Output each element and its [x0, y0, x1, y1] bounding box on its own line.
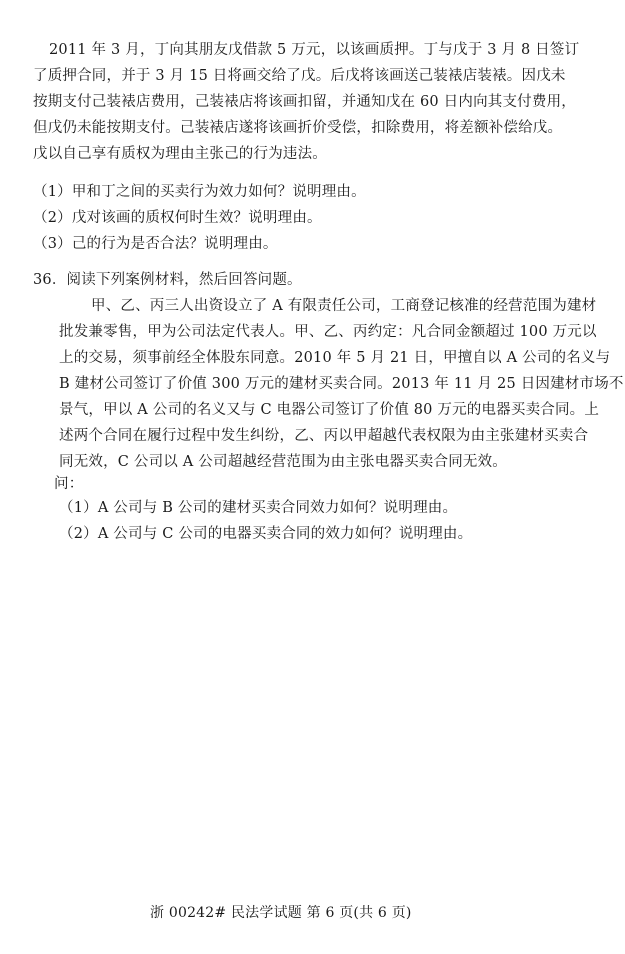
case-35-question-3: （3）己的行为是否合法？说明理由。 [33, 236, 278, 252]
case-35-question-2: （2）戊对该画的质权何时生效？说明理由。 [33, 210, 322, 226]
case-35-line-5: 戊以自己享有质权为理由主张己的行为违法。 [33, 146, 327, 162]
case-36-line-1: 甲、乙、丙三人出资设立了 A 有限责任公司，工商登记核准的经营范围为建材 [91, 298, 597, 314]
case-36-line-3: 上的交易，须事前经全体股东同意。2010 年 5 月 21 日，甲擅自以 A 公司的名义与 [59, 350, 611, 366]
case-36-question-2: （2）A 公司与 C 公司的电器买卖合同的效力如何？说明理由。 [59, 526, 473, 542]
page-footer: 浙 00242# 民法学试题 第 6 页(共 6 页) [150, 905, 412, 921]
case-35-question-1: （1）甲和丁之间的买卖行为效力如何？说明理由。 [33, 184, 366, 200]
case-36-line-2: 批发兼零售，甲为公司法定代表人。甲、乙、丙约定：凡合同金额超过 100 万元以 [59, 324, 597, 340]
case-36-line-6: 述两个合同在履行过程中发生纠纷，乙、丙以甲超越代表权限为由主张建材买卖合 [59, 428, 589, 444]
case-35-line-4: 但戊仍未能按期支付。己装裱店遂将该画折价受偿，扣除费用，将差额补偿给戊。 [33, 120, 563, 136]
question-36-heading: 36．阅读下列案例材料，然后回答问题。 [33, 272, 302, 288]
case-36-line-7: 同无效，C 公司以 A 公司超越经营范围为由主张电器买卖合同无效。 [59, 454, 507, 470]
case-35-line-3: 按期支付己装裱店费用，己装裱店将该画扣留，并通知戊在 60 日内向其支付费用， [33, 94, 576, 110]
case-36-question-1: （1）A 公司与 B 公司的建材买卖合同效力如何？说明理由。 [59, 500, 458, 516]
case-35-line-2: 了质押合同，并于 3 月 15 日将画交给了戊。后戊将该画送己装裱店装裱。因戊未 [33, 68, 566, 84]
ask-label: 问： [54, 476, 84, 492]
case-35-line-1: 2011 年 3 月，丁向其朋友戊借款 5 万元，以该画质押。丁与戊于 3 月 8 日签订 [49, 42, 580, 58]
case-36-line-4: B 建材公司签订了价值 300 万元的建材买卖合同。2013 年 11 月 25 日因建材市场不 [59, 376, 624, 392]
case-36-line-5: 景气，甲以 A 公司的名义又与 C 电器公司签订了价值 80 万元的电器买卖合同。上 [59, 402, 600, 418]
